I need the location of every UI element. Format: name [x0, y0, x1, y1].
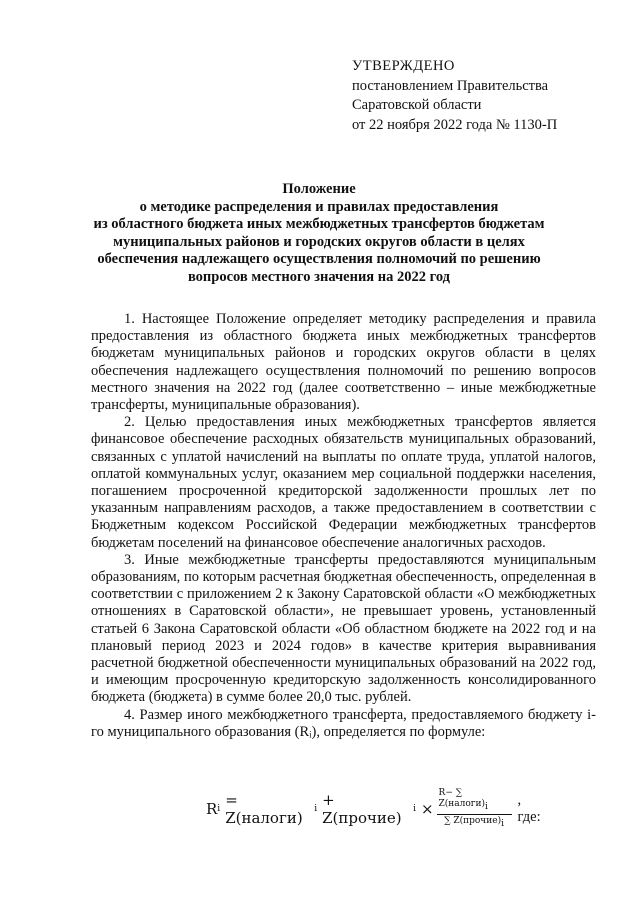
paragraph-4: 4. Размер иного межбюджетного трансферта, предоставляемого бюджету i-го муниципального образования (Rᵢ), определяется по формуле:	[91, 706, 596, 740]
formula-fraction	[437, 788, 512, 830]
formula-subscript: i	[485, 802, 488, 812]
approval-line: от 22 ноября 2022 года № 1130-П	[352, 116, 558, 133]
paragraph-1: 1. Настоящее Положение определяет методику распределения и правила предоставления из областного бюджета иных межбюджетных трансфертов бюджетам муниципальных районов и городских округов области в целях обеспечения надлежащего осуществления полномочий по решению вопросов местного значения на 2022 год (далее соответственно – иные межбюджетные трансферты, муниципальные образования).	[91, 311, 596, 414]
formula-subscript: i	[217, 804, 221, 814]
formula-denominator	[444, 815, 504, 830]
numerator-text: R− ∑ Z(налоги)	[438, 788, 486, 810]
formula-tail: , где:	[517, 792, 541, 825]
paragraph-3: 3. Иные межбюджетные трансферты предоставляются муниципальным образованиям, по которым расчетная бюджетная обеспеченность, определенная в соответствии с приложением 2 к Закону Саратовской области «О межбюджетных отношениях в Саратовской области», не превышает уровень, установленный статьей 6 Закона Саратовской области «Об областном бюджете на 2022 год и на плановый период 2023 и 2024 годов» в качестве критерия выравнивания расчетной бюджетной обеспеченности муниципальных образований на 2022 год, и имеющим просроченную кредиторскую задолженность консолидированного бюджета (бюджета) в сумме более 20,0 тыс. рублей.	[91, 551, 596, 706]
formula-subscript: i	[314, 804, 318, 814]
title-line: вопросов местного значения на 2022 год	[187, 268, 451, 285]
formula-subscript: i	[413, 804, 416, 814]
formula-lhs: R	[206, 800, 218, 818]
document-body	[91, 311, 596, 741]
approval-stamp	[352, 57, 622, 135]
formula-times: ×	[420, 800, 434, 818]
distribution-formula	[206, 789, 546, 829]
title-line: обеспечения надлежащего осуществления полномочий по решению	[97, 251, 541, 267]
formula-numerator	[437, 788, 512, 815]
approval-heading: УТВЕРЖДЕНО	[352, 58, 455, 74]
title-line: из областного бюджета иных межбюджетных трансфертов бюджетам	[93, 216, 545, 232]
document-title	[80, 181, 558, 286]
paragraph-2: 2. Целью предоставления иных межбюджетных трансфертов является финансовое обеспечение расходных обязательств муниципальных образований, связанных с уплатой начислений на выплаты по оплате труда, уплатой налогов, оплатой коммунальных услуг, оказанием мер социальной поддержки населения, погашением просроченной кредиторской задолженности прошлых лет по указанным направлениям расходов, а также предоставлением в соответствии с Бюджетным кодексом Российской Федерации межбюджетных трансфертов бюджетам поселений на финансовое обеспечение аналогичных расходов.	[91, 414, 596, 551]
formula-term-other: + Z(прочие)	[322, 791, 402, 827]
formula-subscript: i	[501, 818, 504, 829]
formula-term-taxes: = Z(налоги)	[225, 791, 303, 827]
title-line: о методике распределения и правилах предоставления	[139, 198, 499, 215]
title-line: Положение	[282, 181, 356, 197]
approval-line: Саратовской области	[352, 97, 482, 113]
denominator-text: ∑ Z(прочие)	[444, 816, 502, 826]
title-line: муниципальных районов и городских округов области в целях	[113, 233, 525, 250]
approval-line: постановлением Правительства	[352, 77, 549, 94]
